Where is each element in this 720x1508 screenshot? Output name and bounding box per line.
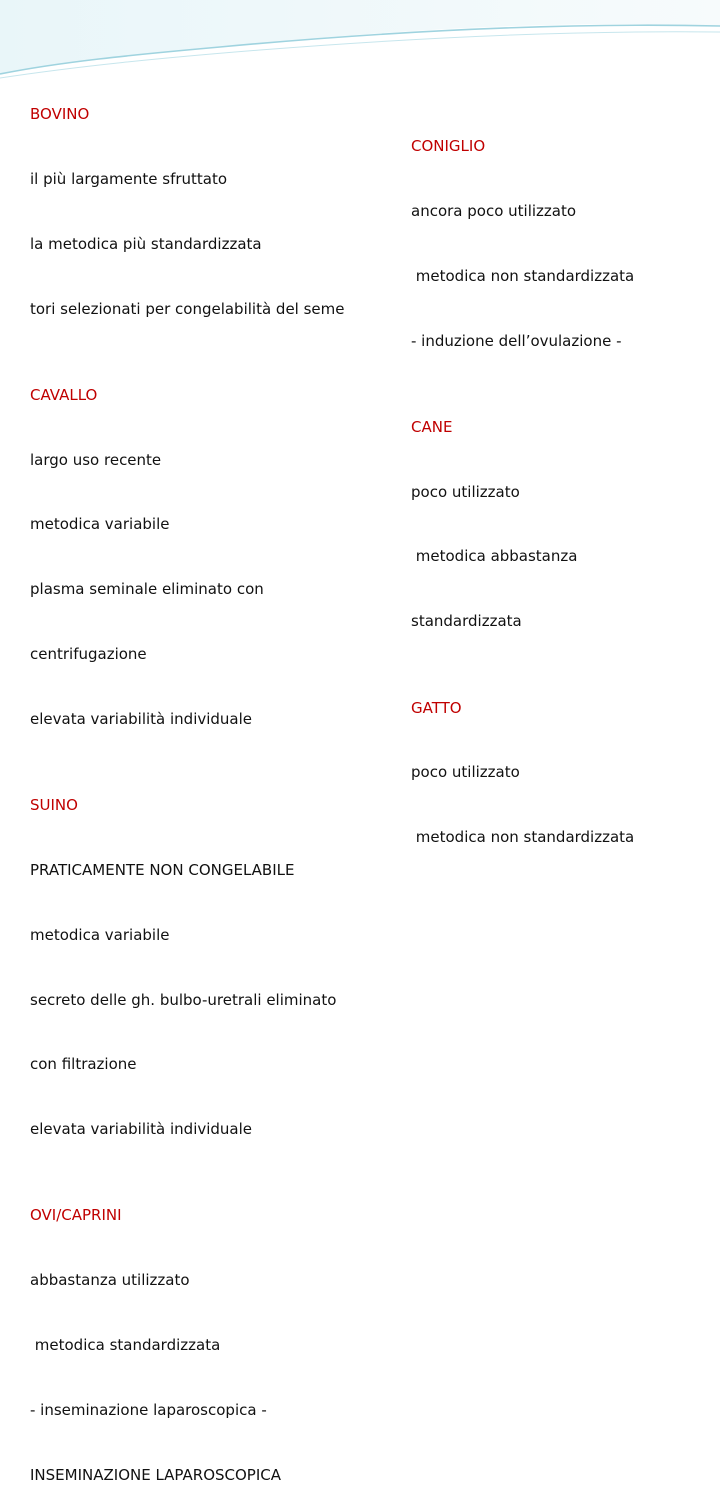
heading-ovicaprini: OVI/CAPRINI [30, 1206, 122, 1225]
heading-coniglio: CONIGLIO [411, 137, 486, 156]
text-line: poco utilizzato [411, 482, 520, 501]
heading-cavallo: CAVALLO [30, 385, 98, 404]
text-line: elevata variabilità individuale [30, 709, 253, 728]
heading-suino: SUINO [30, 796, 78, 815]
text-line: secreto delle gh. bulbo-uretrali eliminato [30, 990, 337, 1009]
text-line: poco utilizzato [411, 763, 520, 782]
text-line: metodica variabile [30, 925, 170, 944]
text-line: ancora poco utilizzato [411, 201, 577, 220]
text-line: tori selezionati per congelabilità del seme [30, 299, 345, 318]
heading-gatto: GATTO [411, 698, 462, 717]
text-line: metodica non standardizzata [411, 828, 635, 847]
heading-bovino: BOVINO [30, 105, 90, 124]
text-line: INSEMINAZIONE LAPAROSCOPICA [30, 1465, 282, 1484]
text-line: metodica variabile [30, 515, 170, 534]
heading-cane: CANE [411, 417, 453, 436]
text-line: con filtrazione [30, 1055, 137, 1074]
text-line: - inseminazione laparoscopica - [30, 1400, 267, 1419]
text-line: largo uso recente [30, 450, 162, 469]
text-line: metodica abbastanza [411, 547, 578, 566]
text-line: il più largamente sfruttato [30, 169, 228, 188]
text-line: abbastanza utilizzato [30, 1271, 190, 1290]
text-line: elevata variabilità individuale [30, 1120, 253, 1139]
text-line: PRATICAMENTE NON CONGELABILE [30, 860, 295, 879]
text-line: metodica non standardizzata [411, 266, 635, 285]
left-column [30, 61, 345, 1508]
right-column [411, 93, 634, 870]
text-line: plasma seminale eliminato con [30, 580, 264, 599]
text-line: metodica standardizzata [30, 1336, 221, 1355]
text-line: la metodica più standardizzata [30, 234, 262, 253]
text-line: centrifugazione [30, 645, 147, 664]
text-line: standardizzata [411, 612, 522, 631]
text-line: - induzione dell’ovulazione - [411, 331, 622, 350]
